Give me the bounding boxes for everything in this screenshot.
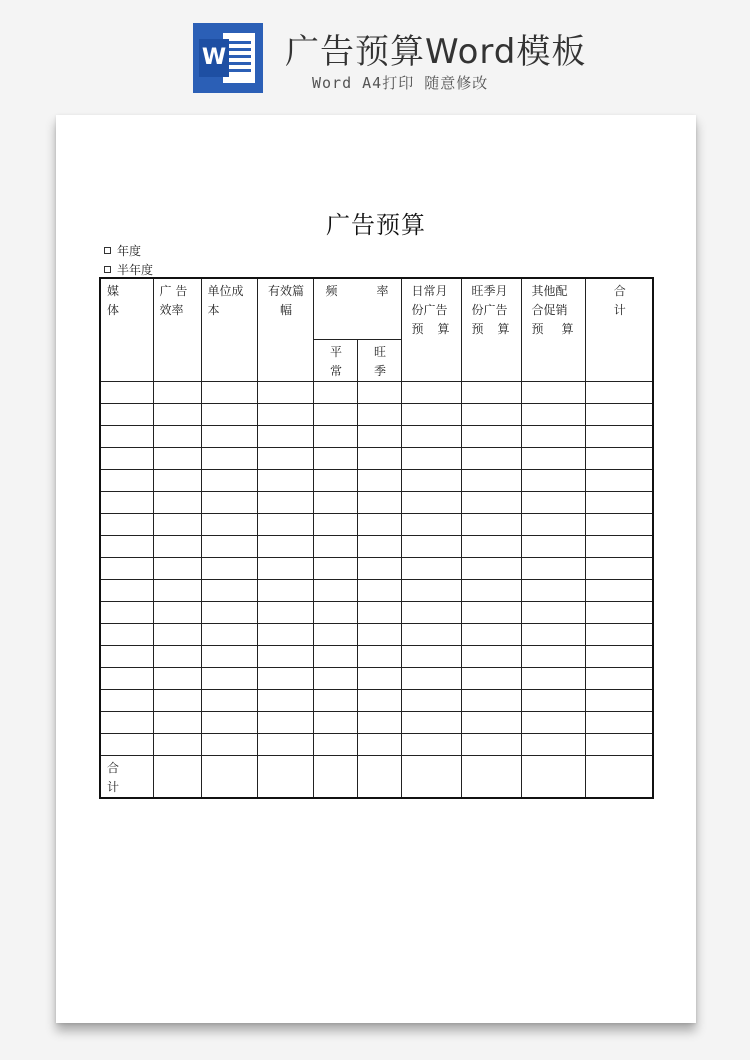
table-cell[interactable]	[461, 403, 521, 425]
table-row	[100, 689, 653, 711]
table-row	[100, 557, 653, 579]
table-cell[interactable]	[357, 623, 401, 645]
table-cell[interactable]	[357, 491, 401, 513]
table-cell[interactable]	[100, 689, 153, 711]
document-title: 广告预算	[326, 211, 426, 239]
table-cell[interactable]	[257, 535, 313, 557]
table-cell[interactable]	[313, 711, 357, 733]
table-cell[interactable]	[521, 711, 585, 733]
table-cell[interactable]	[257, 381, 313, 403]
table-cell[interactable]	[357, 645, 401, 667]
table-cell[interactable]	[257, 557, 313, 579]
table-cell[interactable]	[461, 381, 521, 403]
table-cell[interactable]	[521, 623, 585, 645]
table-cell[interactable]	[153, 557, 201, 579]
table-cell[interactable]	[521, 403, 585, 425]
table-cell[interactable]	[153, 491, 201, 513]
table-cell[interactable]	[100, 733, 153, 755]
table-cell[interactable]	[201, 755, 257, 798]
table-cell[interactable]	[313, 513, 357, 535]
header-effective-pages: 有效篇 幅	[257, 278, 313, 381]
table-cell[interactable]	[357, 667, 401, 689]
table-cell[interactable]	[153, 645, 201, 667]
document-page	[56, 115, 696, 1023]
table-row	[100, 381, 653, 403]
table-cell[interactable]	[100, 469, 153, 491]
table-cell[interactable]	[461, 733, 521, 755]
table-cell[interactable]	[257, 667, 313, 689]
table-cell[interactable]	[521, 601, 585, 623]
header-other-promo-budget: 其他配 合促销 预 算	[521, 278, 585, 381]
table-cell[interactable]	[357, 425, 401, 447]
table-cell[interactable]	[401, 601, 461, 623]
table-cell[interactable]	[313, 403, 357, 425]
table-cell[interactable]	[357, 381, 401, 403]
table-cell[interactable]	[461, 491, 521, 513]
table-cell[interactable]	[461, 645, 521, 667]
table-cell[interactable]	[401, 645, 461, 667]
table-cell[interactable]	[585, 491, 653, 513]
table-cell[interactable]	[585, 711, 653, 733]
table-cell[interactable]	[313, 601, 357, 623]
table-cell[interactable]	[357, 535, 401, 557]
table-cell[interactable]	[313, 755, 357, 798]
table-cell[interactable]	[401, 667, 461, 689]
table-cell[interactable]	[100, 381, 153, 403]
table-cell[interactable]	[461, 469, 521, 491]
table-cell[interactable]	[461, 535, 521, 557]
table-cell[interactable]	[201, 403, 257, 425]
table-cell[interactable]	[201, 491, 257, 513]
table-cell[interactable]	[521, 513, 585, 535]
table-cell[interactable]	[201, 513, 257, 535]
template-header	[0, 0, 750, 110]
table-cell[interactable]	[257, 579, 313, 601]
table-cell[interactable]	[401, 557, 461, 579]
header-unit-cost: 单位成 本	[201, 278, 257, 381]
table-cell[interactable]	[357, 447, 401, 469]
table-cell[interactable]	[153, 579, 201, 601]
checkbox-icon[interactable]	[104, 247, 111, 254]
table-cell[interactable]	[153, 447, 201, 469]
table-cell[interactable]	[357, 557, 401, 579]
table-cell[interactable]	[201, 579, 257, 601]
table-cell[interactable]	[257, 469, 313, 491]
table-cell[interactable]	[521, 755, 585, 798]
header-frequency-normal: 平 常	[313, 339, 357, 381]
table-cell[interactable]	[585, 403, 653, 425]
table-row	[100, 711, 653, 733]
option-annual[interactable]	[104, 242, 141, 259]
table-cell[interactable]	[153, 403, 201, 425]
table-cell[interactable]	[100, 711, 153, 733]
table-cell[interactable]	[153, 755, 201, 798]
table-cell[interactable]	[401, 491, 461, 513]
table-cell[interactable]	[585, 755, 653, 798]
table-cell[interactable]	[313, 623, 357, 645]
table-cell[interactable]	[461, 579, 521, 601]
table-cell[interactable]	[201, 381, 257, 403]
table-cell[interactable]	[461, 557, 521, 579]
table-row	[100, 491, 653, 513]
table-cell[interactable]	[521, 491, 585, 513]
table-cell[interactable]	[401, 403, 461, 425]
header-ad-efficiency: 广 告 效率	[153, 278, 201, 381]
table-cell[interactable]	[401, 711, 461, 733]
table-cell[interactable]	[313, 447, 357, 469]
table-cell[interactable]	[357, 403, 401, 425]
budget-table	[99, 277, 654, 799]
table-cell[interactable]	[153, 733, 201, 755]
table-cell[interactable]	[153, 711, 201, 733]
table-cell[interactable]	[257, 711, 313, 733]
table-cell[interactable]	[357, 755, 401, 798]
total-row-label: 合 计	[100, 755, 153, 798]
table-cell[interactable]	[521, 667, 585, 689]
table-cell[interactable]	[313, 733, 357, 755]
table-row	[100, 403, 653, 425]
table-cell[interactable]	[461, 711, 521, 733]
table-cell[interactable]	[153, 689, 201, 711]
table-cell[interactable]	[401, 623, 461, 645]
table-cell[interactable]	[313, 645, 357, 667]
table-cell[interactable]	[521, 535, 585, 557]
table-cell[interactable]	[461, 623, 521, 645]
table-cell[interactable]	[521, 381, 585, 403]
table-cell[interactable]	[100, 491, 153, 513]
table-cell[interactable]	[357, 733, 401, 755]
table-cell[interactable]	[357, 469, 401, 491]
table-cell[interactable]	[257, 601, 313, 623]
word-logo-letter: W	[199, 39, 229, 77]
table-cell[interactable]	[153, 425, 201, 447]
header-daily-budget: 日常月 份广告 预 算	[401, 278, 461, 381]
table-cell[interactable]	[153, 381, 201, 403]
table-cell[interactable]	[521, 557, 585, 579]
table-cell[interactable]	[100, 513, 153, 535]
table-cell[interactable]	[521, 689, 585, 711]
table-cell[interactable]	[401, 447, 461, 469]
table-cell[interactable]	[257, 645, 313, 667]
table-cell[interactable]	[100, 645, 153, 667]
table-cell[interactable]	[401, 469, 461, 491]
checkbox-icon[interactable]	[104, 266, 111, 273]
table-cell[interactable]	[257, 755, 313, 798]
table-cell[interactable]	[461, 447, 521, 469]
table-cell[interactable]	[585, 535, 653, 557]
header-frequency: 频 率	[313, 278, 401, 339]
table-cell[interactable]	[401, 733, 461, 755]
table-cell[interactable]	[401, 689, 461, 711]
table-cell[interactable]	[100, 447, 153, 469]
total-row	[100, 755, 653, 798]
table-row	[100, 447, 653, 469]
table-cell[interactable]	[201, 469, 257, 491]
table-cell[interactable]	[313, 667, 357, 689]
table-cell[interactable]	[100, 579, 153, 601]
table-cell[interactable]	[401, 755, 461, 798]
table-cell[interactable]	[201, 645, 257, 667]
table-cell[interactable]	[257, 447, 313, 469]
word-logo-icon	[193, 23, 263, 93]
table-cell[interactable]	[153, 513, 201, 535]
table-cell[interactable]	[100, 535, 153, 557]
table-cell[interactable]	[100, 667, 153, 689]
header-media: 媒 体	[100, 278, 153, 381]
table-cell[interactable]	[521, 733, 585, 755]
table-cell[interactable]	[201, 733, 257, 755]
table-cell[interactable]	[461, 513, 521, 535]
table-cell[interactable]	[585, 733, 653, 755]
table-cell[interactable]	[585, 667, 653, 689]
table-cell[interactable]	[585, 579, 653, 601]
table-cell[interactable]	[585, 689, 653, 711]
table-cell[interactable]	[257, 491, 313, 513]
table-cell[interactable]	[585, 469, 653, 491]
table-cell[interactable]	[585, 557, 653, 579]
table-cell[interactable]	[521, 469, 585, 491]
table-cell[interactable]	[401, 579, 461, 601]
table-cell[interactable]	[585, 425, 653, 447]
table-cell[interactable]	[401, 535, 461, 557]
table-cell[interactable]	[313, 535, 357, 557]
table-cell[interactable]	[201, 667, 257, 689]
table-cell[interactable]	[100, 623, 153, 645]
option-label: 半年度	[117, 263, 154, 277]
table-cell[interactable]	[585, 623, 653, 645]
table-cell[interactable]	[201, 689, 257, 711]
table-cell[interactable]	[313, 425, 357, 447]
table-cell[interactable]	[313, 557, 357, 579]
table-cell[interactable]	[153, 469, 201, 491]
table-cell[interactable]	[201, 447, 257, 469]
table-row	[100, 733, 653, 755]
table-cell[interactable]	[357, 513, 401, 535]
table-cell[interactable]	[461, 601, 521, 623]
table-cell[interactable]	[153, 623, 201, 645]
table-cell[interactable]	[201, 535, 257, 557]
option-label: 年度	[117, 244, 142, 258]
table-cell[interactable]	[357, 579, 401, 601]
table-cell[interactable]	[257, 623, 313, 645]
table-cell[interactable]	[521, 645, 585, 667]
header-peak-budget: 旺季月 份广告 预 算	[461, 278, 521, 381]
table-row	[100, 513, 653, 535]
table-cell[interactable]	[153, 535, 201, 557]
table-cell[interactable]	[201, 711, 257, 733]
table-cell[interactable]	[257, 403, 313, 425]
table-cell[interactable]	[313, 469, 357, 491]
header-total: 合 计	[585, 278, 653, 381]
table-cell[interactable]	[313, 579, 357, 601]
table-row	[100, 645, 653, 667]
table-row	[100, 667, 653, 689]
table-cell[interactable]	[585, 513, 653, 535]
header-row	[100, 278, 653, 339]
table-cell[interactable]	[461, 667, 521, 689]
table-cell[interactable]	[153, 601, 201, 623]
table-cell[interactable]	[257, 733, 313, 755]
table-cell[interactable]	[357, 711, 401, 733]
table-row	[100, 469, 653, 491]
table-cell[interactable]	[100, 425, 153, 447]
table-cell[interactable]	[461, 755, 521, 798]
table-row	[100, 425, 653, 447]
table-cell[interactable]	[313, 491, 357, 513]
table-cell[interactable]	[461, 689, 521, 711]
table-cell[interactable]	[100, 557, 153, 579]
table-cell[interactable]	[585, 601, 653, 623]
table-cell[interactable]	[521, 447, 585, 469]
table-cell[interactable]	[201, 425, 257, 447]
table-cell[interactable]	[585, 381, 653, 403]
table-cell[interactable]	[257, 689, 313, 711]
table-cell[interactable]	[100, 403, 153, 425]
table-row	[100, 623, 653, 645]
header-title: 广告预算Word模板	[285, 32, 587, 72]
table-cell[interactable]	[401, 425, 461, 447]
table-cell[interactable]	[585, 447, 653, 469]
table-cell[interactable]	[521, 579, 585, 601]
table-row	[100, 579, 653, 601]
table-cell[interactable]	[585, 645, 653, 667]
table-row	[100, 535, 653, 557]
table-cell[interactable]	[153, 667, 201, 689]
table-cell[interactable]	[313, 381, 357, 403]
table-cell[interactable]	[313, 689, 357, 711]
table-cell[interactable]	[201, 557, 257, 579]
table-cell[interactable]	[201, 623, 257, 645]
table-cell[interactable]	[357, 601, 401, 623]
header-frequency-peak: 旺 季	[357, 339, 401, 381]
table-row	[100, 601, 653, 623]
option-half-year[interactable]	[104, 261, 153, 278]
table-cell[interactable]	[100, 601, 153, 623]
header-subtitle: Word A4打印 随意修改	[312, 74, 489, 92]
table-cell[interactable]	[401, 513, 461, 535]
table-cell[interactable]	[357, 689, 401, 711]
table-cell[interactable]	[461, 425, 521, 447]
table-cell[interactable]	[257, 513, 313, 535]
table-cell[interactable]	[401, 381, 461, 403]
table-cell[interactable]	[521, 425, 585, 447]
table-cell[interactable]	[201, 601, 257, 623]
table-cell[interactable]	[257, 425, 313, 447]
